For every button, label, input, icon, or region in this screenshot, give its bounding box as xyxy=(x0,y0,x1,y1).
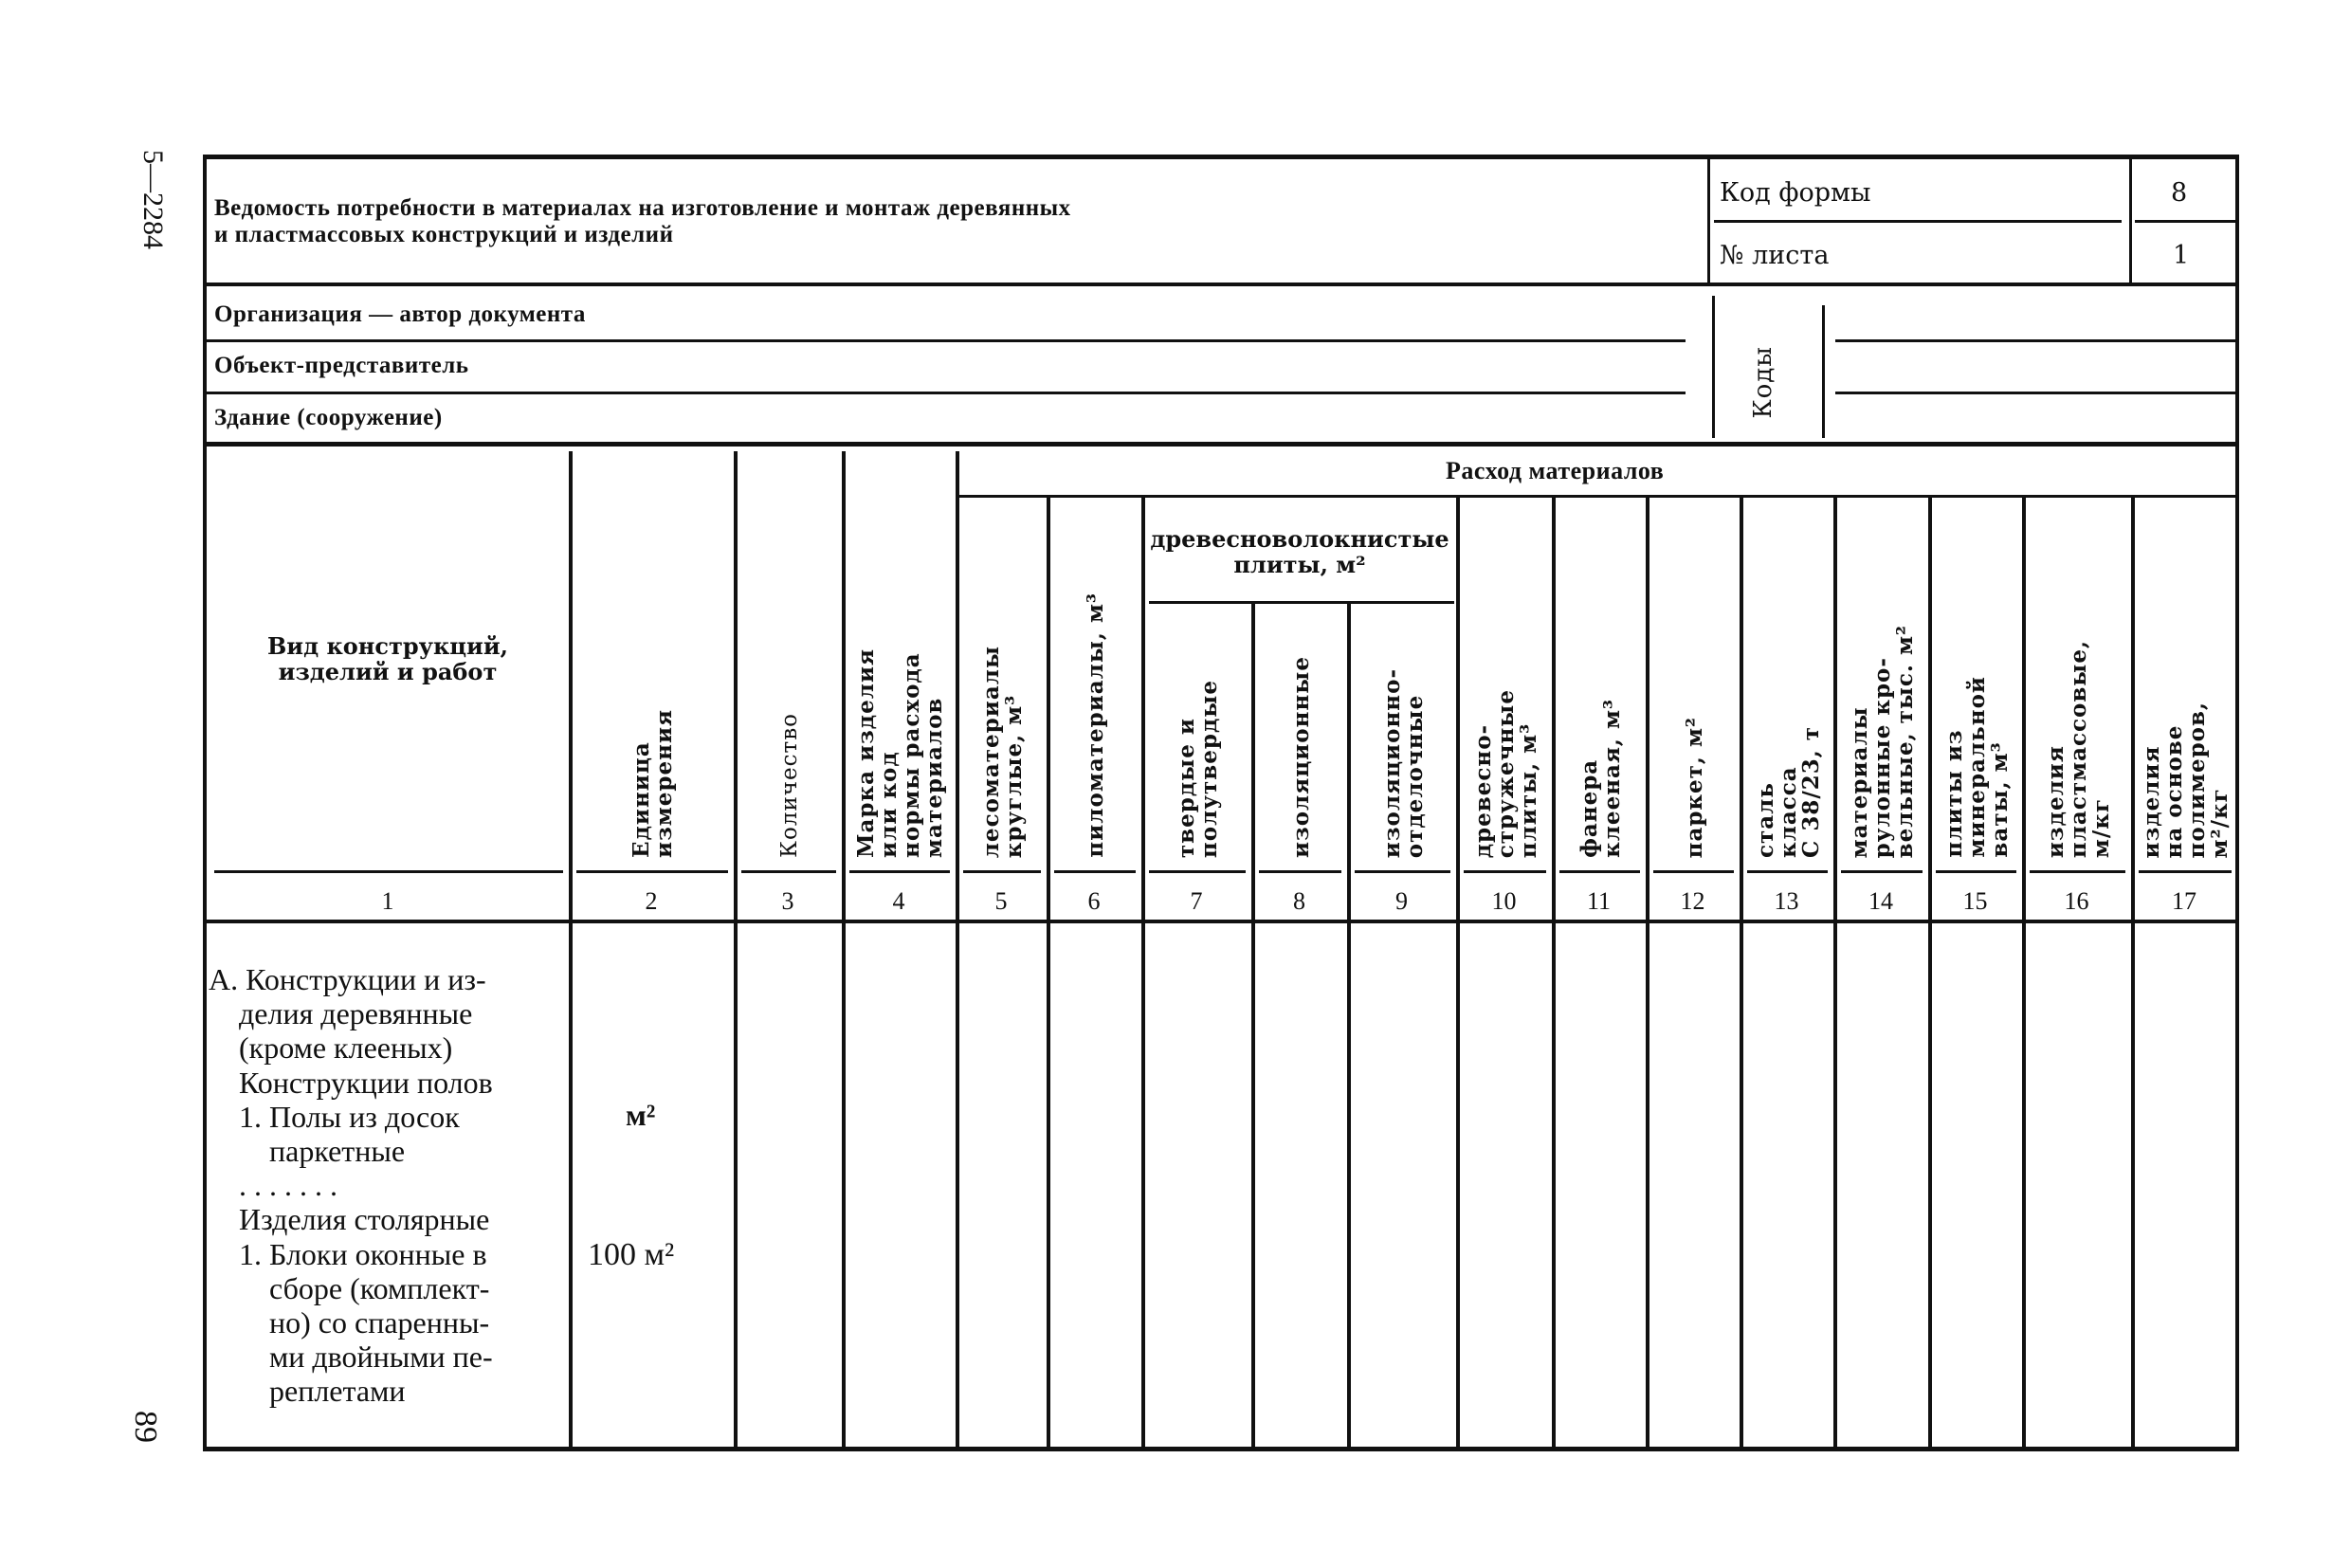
group-fiberboard-label: древесноволокнистые плиты, м² xyxy=(1150,525,1449,578)
column-divider xyxy=(842,451,846,1447)
column-number-13: 13 xyxy=(1774,887,1799,915)
description-line: паркетные xyxy=(209,1134,406,1169)
column-number-9: 9 xyxy=(1395,887,1408,915)
column-number-3: 3 xyxy=(781,887,794,915)
form-code-label: Код формы xyxy=(1720,178,1871,208)
object-field[interactable] xyxy=(205,392,1686,394)
code-rule-2 xyxy=(2135,220,2235,223)
description-line: 1. Полы из досок xyxy=(209,1099,460,1134)
description-line: но) со спаренны- xyxy=(209,1305,490,1340)
column-label-rule xyxy=(2030,870,2125,873)
organization-label: Организация — автор документа xyxy=(214,301,586,327)
description-line: ми двойными пе- xyxy=(209,1340,493,1375)
column-divider xyxy=(1347,604,1351,1447)
form-title-line2: и пластмассовых конструкций и изделий xyxy=(214,222,674,247)
column-divider xyxy=(569,451,573,1447)
column-header-15: плиты из минеральной ваты, м³ xyxy=(1941,676,2013,858)
column-number-2: 2 xyxy=(645,887,658,915)
frame-left xyxy=(203,155,207,1451)
column-divider xyxy=(956,451,959,1447)
organization-field[interactable] xyxy=(205,339,1686,342)
column-header-8: изоляционные xyxy=(1287,655,1314,858)
column-header-5: лесоматериалы круглые, м³ xyxy=(978,645,1027,858)
column-divider xyxy=(734,451,738,1447)
column-header-13: сталь класса С 38/23, т xyxy=(1752,726,1824,858)
column-number-16: 16 xyxy=(2064,887,2089,915)
column-divider xyxy=(2131,498,2135,1447)
codes-label: Коды xyxy=(1749,346,1777,419)
column-header-1: Вид конструкций, изделий и работ xyxy=(267,632,508,685)
fiberboard-rule xyxy=(1149,601,1454,604)
row-unit-windows: 100 м² xyxy=(588,1237,675,1272)
column-number-6: 6 xyxy=(1087,887,1101,915)
code-divider xyxy=(2129,156,2132,285)
column-number-10: 10 xyxy=(1491,887,1517,915)
column-divider xyxy=(1833,498,1837,1447)
title-bottom-rule xyxy=(205,283,2239,286)
building-label: Здание (сооружение) xyxy=(214,405,443,430)
description-line: (кроме клееных) xyxy=(209,1030,453,1066)
form-title-line1: Ведомость потребности в материалах на изготовление и монтаж деревянных xyxy=(214,195,1071,221)
column-divider xyxy=(1456,498,1460,1447)
column-label-rule xyxy=(1149,870,1246,873)
column-label-rule xyxy=(1259,870,1341,873)
object-label: Объект-представитель xyxy=(214,353,469,378)
column-label-rule xyxy=(576,870,728,873)
column-divider xyxy=(1740,498,1743,1447)
code-field-1[interactable] xyxy=(1835,339,2235,342)
column-header-2: Единица измерения xyxy=(629,709,677,858)
row-description xyxy=(209,962,564,1409)
column-label-rule xyxy=(1054,870,1136,873)
column-divider xyxy=(1646,498,1649,1447)
frame-bottom xyxy=(203,1447,2239,1451)
description-line: Изделия столярные xyxy=(209,1202,490,1237)
column-label-rule xyxy=(2139,870,2232,873)
group-consumption-label: Расход материалов xyxy=(1446,457,1665,484)
sheet-number-value: 1 xyxy=(2173,241,2190,270)
column-label-rule xyxy=(1464,870,1546,873)
header-bottom-rule xyxy=(205,920,2239,923)
column-header-16: изделия пластмассовые, м/кг xyxy=(2042,639,2114,858)
column-divider xyxy=(2022,498,2026,1447)
column-header-7: твердые и полутвердые xyxy=(1174,679,1222,858)
codes-left-rule xyxy=(1712,296,1715,438)
column-header-14: материалы рулонные кро- вельные, тыс. м² xyxy=(1847,624,1918,858)
column-header-3: Количество xyxy=(777,713,802,858)
column-label-rule xyxy=(1747,870,1828,873)
form-code-value: 8 xyxy=(2171,178,2188,208)
column-label-rule xyxy=(741,870,836,873)
column-number-12: 12 xyxy=(1680,887,1705,915)
column-divider xyxy=(1047,498,1050,1447)
column-number-11: 11 xyxy=(1586,887,1612,915)
consumption-rule xyxy=(957,495,2237,498)
sheet-number-label: № листа xyxy=(1720,241,1830,270)
column-header-12: паркет, м² xyxy=(1681,716,1707,858)
column-number-8: 8 xyxy=(1293,887,1305,915)
column-number-4: 4 xyxy=(892,887,905,915)
column-number-1: 1 xyxy=(381,887,394,915)
document-number: 5—2284 xyxy=(137,150,169,249)
description-line: Конструкции полов xyxy=(209,1065,493,1100)
column-label-rule xyxy=(849,870,950,873)
column-divider xyxy=(1251,604,1255,1447)
codes-right-rule xyxy=(1822,305,1825,438)
code-field-2[interactable] xyxy=(1835,392,2235,394)
frame-top xyxy=(205,155,2239,159)
row-unit-floors: м² xyxy=(626,1098,656,1132)
column-header-6: пиломатериалы, м³ xyxy=(1083,593,1108,858)
description-line: сборе (комплект- xyxy=(209,1270,490,1305)
organization-bottom-rule xyxy=(205,442,2239,447)
column-number-7: 7 xyxy=(1190,887,1203,915)
column-header-9: изоляционно- отделочные xyxy=(1378,667,1428,858)
description-line: . . . . . . . xyxy=(209,1168,337,1203)
description-line: А. Конструкции и из- xyxy=(209,962,486,996)
column-header-17: изделия на основе полимеров, м²/кг xyxy=(2139,701,2233,858)
column-divider xyxy=(1552,498,1556,1447)
column-header-10: древесно- стружечные плиты, м³ xyxy=(1469,688,1541,858)
column-divider xyxy=(1141,498,1145,1447)
column-number-5: 5 xyxy=(994,887,1008,915)
column-header-4: Марка изделия или код нормы расхода материалов xyxy=(853,648,947,858)
column-number-17: 17 xyxy=(2172,887,2196,915)
column-label-rule xyxy=(1936,870,2016,873)
description-line: реплетами xyxy=(209,1374,406,1409)
code-rule xyxy=(1714,220,2122,223)
frame-right xyxy=(2235,155,2239,1451)
column-label-rule xyxy=(1841,870,1923,873)
column-label-rule xyxy=(963,870,1041,873)
page-number: 89 xyxy=(128,1411,163,1443)
column-number-15: 15 xyxy=(1962,887,1988,915)
description-line: делия деревянные xyxy=(209,996,473,1031)
column-label-rule xyxy=(1559,870,1640,873)
column-label-rule xyxy=(1355,870,1450,873)
column-header-11: фанера клееная, м³ xyxy=(1576,699,1625,858)
column-number-14: 14 xyxy=(1868,887,1893,915)
column-label-rule xyxy=(214,870,563,873)
column-label-rule xyxy=(1653,870,1734,873)
title-divider xyxy=(1707,156,1710,285)
description-line: 1. Блоки оконные в xyxy=(209,1236,487,1271)
column-divider xyxy=(1928,498,1932,1447)
